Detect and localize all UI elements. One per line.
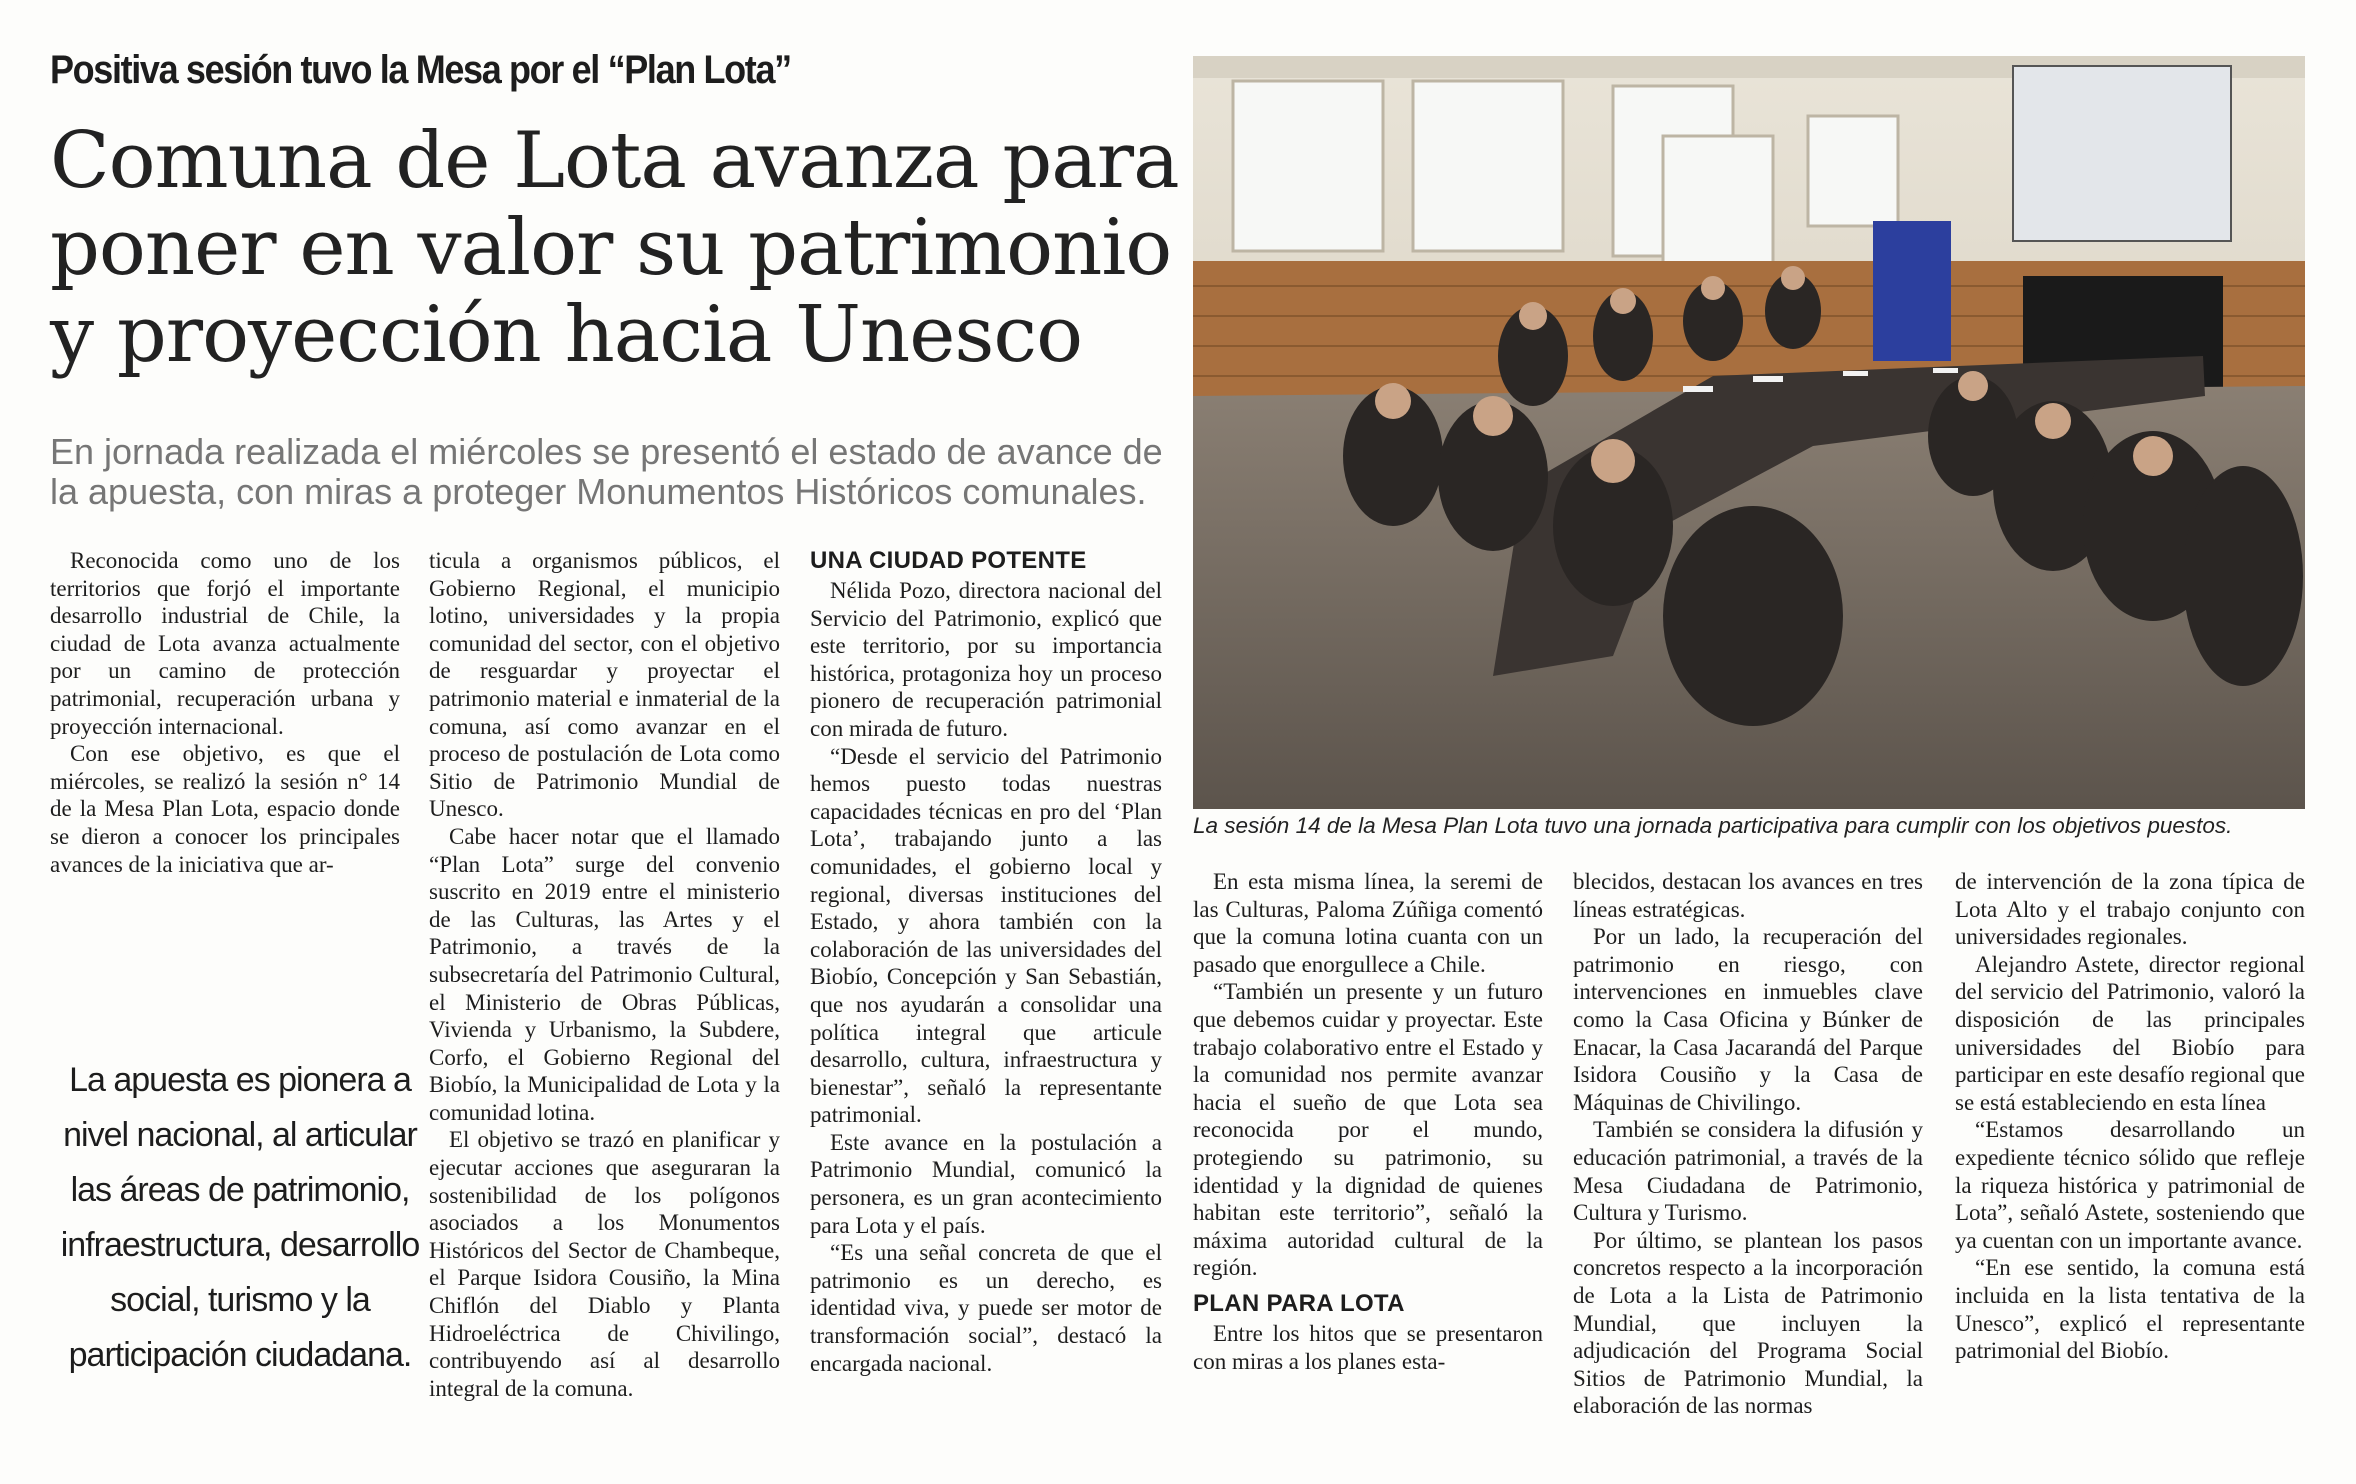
- paragraph: “En ese sentido, la comuna está incluida en la lista tentativa de la Unesco”, explicó el representante patrimonial del Biobío.: [1955, 1255, 2305, 1364]
- article-deck: En jornada realizada el miércoles se presentó el estado de avance de la apuesta, con miras a proteger Monumentos Históricos comunales.: [50, 431, 1163, 512]
- column-1: [50, 547, 400, 878]
- paragraph: Por último, se plantean los pasos concretos respecto a la incorporación de Lota a la Lista de Patrimonio Mundial, que incluyen la adjudicación del Programa Social Sitios de Patrimonio Mundial, la elaboración de las normas: [1573, 1227, 1923, 1419]
- column-4: [1193, 868, 1543, 1375]
- subheading-una-ciudad-potente: UNA CIUDAD POTENTE: [810, 547, 1087, 574]
- paragraph: Reconocida como uno de los territorios que forjó el importante desarrollo industrial de Chile, la ciudad de Lota avanza actualmente por un camino de protección patrimonial, recuperación urbana y proyección internacional.: [50, 548, 400, 739]
- paragraph: También se considera la difusión y educación patrimonial, a través de la Mesa Ciudadana de Patrimonio, Cultura y Turismo.: [1573, 1117, 1923, 1226]
- paragraph: Con ese objetivo, es que el miércoles, se realizó la sesión n° 14 de la Mesa Plan Lota, espacio donde se dieron a conocer los principales avances de la iniciativa que ar-: [50, 741, 400, 877]
- article-headline: Comuna de Lota avanza para poner en valor su patrimonio y proyección hacia Unesco: [50, 116, 1179, 380]
- meeting-photo: [1193, 56, 2305, 809]
- photo-caption: La sesión 14 de la Mesa Plan Lota tuvo una jornada participativa para cumplir con los objetivos puestos.: [1193, 813, 2233, 838]
- paragraph: “Estamos desarrollando un expediente técnico sólido que refleje la riqueza histórica y patrimonial de Lota”, señaló Astete, sosteniendo que ya cuentan con un importante avance.: [1955, 1117, 2305, 1253]
- paragraph: Este avance en la postulación a Patrimonio Mundial, comunicó la personera, es un gran acontecimiento para Lota y el país.: [810, 1129, 1162, 1238]
- paragraph: Entre los hitos que se presentaron con miras a los planes esta-: [1193, 1320, 1543, 1374]
- paragraph: Por un lado, la recuperación del patrimonio en riesgo, con intervenciones en inmuebles clave como la Casa Oficina y Búnker de Enacar, la Casa Jacarandá del Parque Isidora Cousiño y la Casa de Máquinas de Chivilingo.: [1573, 924, 1923, 1115]
- paragraph: Alejandro Astete, director regional del servicio del Patrimonio, valoró la disposición de las principales universidades del Biobío para participar en este desafío regional que se está estableciendo en esta línea: [1955, 951, 2305, 1115]
- subheading-plan-para-lota: PLAN PARA LOTA: [1193, 1289, 1405, 1317]
- paragraph: Nélida Pozo, directora nacional del Servicio del Patrimonio, explicó que este territorio, por su importancia histórica, protagoniza hoy un proceso pionero de recuperación patrimonial con mirada de futuro.: [810, 578, 1162, 741]
- meeting-photo-illustration: [1193, 56, 2305, 809]
- paragraph: “Es una señal concreta de que el patrimonio es un derecho, es identidad viva, y puede ser motor de transformación social”, destacó la encargada nacional.: [810, 1240, 1162, 1376]
- column-6: [1955, 868, 2305, 1365]
- paragraph: El objetivo se trazó en planificar y ejecutar acciones que aseguraran la sostenibilidad de los polígonos asociados a los Monumentos Históricos del Sector de Chambeque, el Parque Isidora Cousiño, la Mina Chiflón del Diablo y Planta Hidroeléctrica de Chivilingo, contribuyendo así al desarrollo integral de la comuna.: [429, 1127, 780, 1401]
- column-5: [1573, 868, 1923, 1420]
- column-2: [429, 547, 780, 1402]
- paragraph: Cabe hacer notar que el llamado “Plan Lota” surge del convenio suscrito en 2019 entre el ministerio de las Culturas, las Artes y el Patrimonio, a través de la subsecretaría del Patrimonio Cultural, el Ministerio de Obras Públicas, Vivienda y Urbanismo, la Subdere, Corfo, el Gobierno Regional del Biobío, la Municipalidad de Lota y la comunidad lotina.: [429, 823, 780, 1125]
- paragraph: ticula a organismos públicos, el Gobierno Regional, el municipio lotino, universidades y la propia comunidad del sector, con el objetivo de resguardar y proyectar el patrimonio material e inmaterial de la comuna, así como avanzar en el proceso de postulación de Lota como Sitio de Patrimonio Mundial de Unesco.: [429, 548, 780, 822]
- pull-quote: La apuesta es pionera a nivel nacional, al articular las áreas de patrimonio, infraestructura, desarrollo social, turismo y la participación ciudadana.: [60, 1061, 420, 1374]
- paragraph: “Desde el servicio del Patrimonio hemos puesto todas nuestras capacidades técnicas en pro del ‘Plan Lota’, trabajando junto a las comunidades, el gobierno local y regional, diversas instituciones del Estado, y ahora también con la colaboración de las universidades del Biobío, Concepción y San Sebastián, que nos ayudarán a consolidar una política integral que articule desarrollo, cultura, infraestructura y bienestar”, señaló la representante patrimonial.: [810, 743, 1162, 1128]
- paragraph: de intervención de la zona típica de Lota Alto y el trabajo conjunto con universidades regionales.: [1955, 869, 2305, 950]
- paragraph: “También un presente y un futuro que debemos cuidar y proyectar. Este trabajo colaborativo entre el Estado y la comunidad nos permite avanzar hacia el sueño de que Lota sea reconocida por el mundo, protegiendo su patrimonio, su identidad y la dignidad de quienes habitan este territorio”, señaló la máxima autoridad cultural de la región.: [1193, 979, 1543, 1281]
- article-kicker: Positiva sesión tuvo la Mesa por el “Plan Lota”: [50, 48, 791, 92]
- paragraph: blecidos, destacan los avances en tres líneas estratégicas.: [1573, 869, 1923, 922]
- column-3: [810, 547, 1162, 1377]
- paragraph: En esta misma línea, la seremi de las Culturas, Paloma Zúñiga comentó que la comuna lotina cuanta con un pasado que enorgullece a Chile.: [1193, 869, 1543, 977]
